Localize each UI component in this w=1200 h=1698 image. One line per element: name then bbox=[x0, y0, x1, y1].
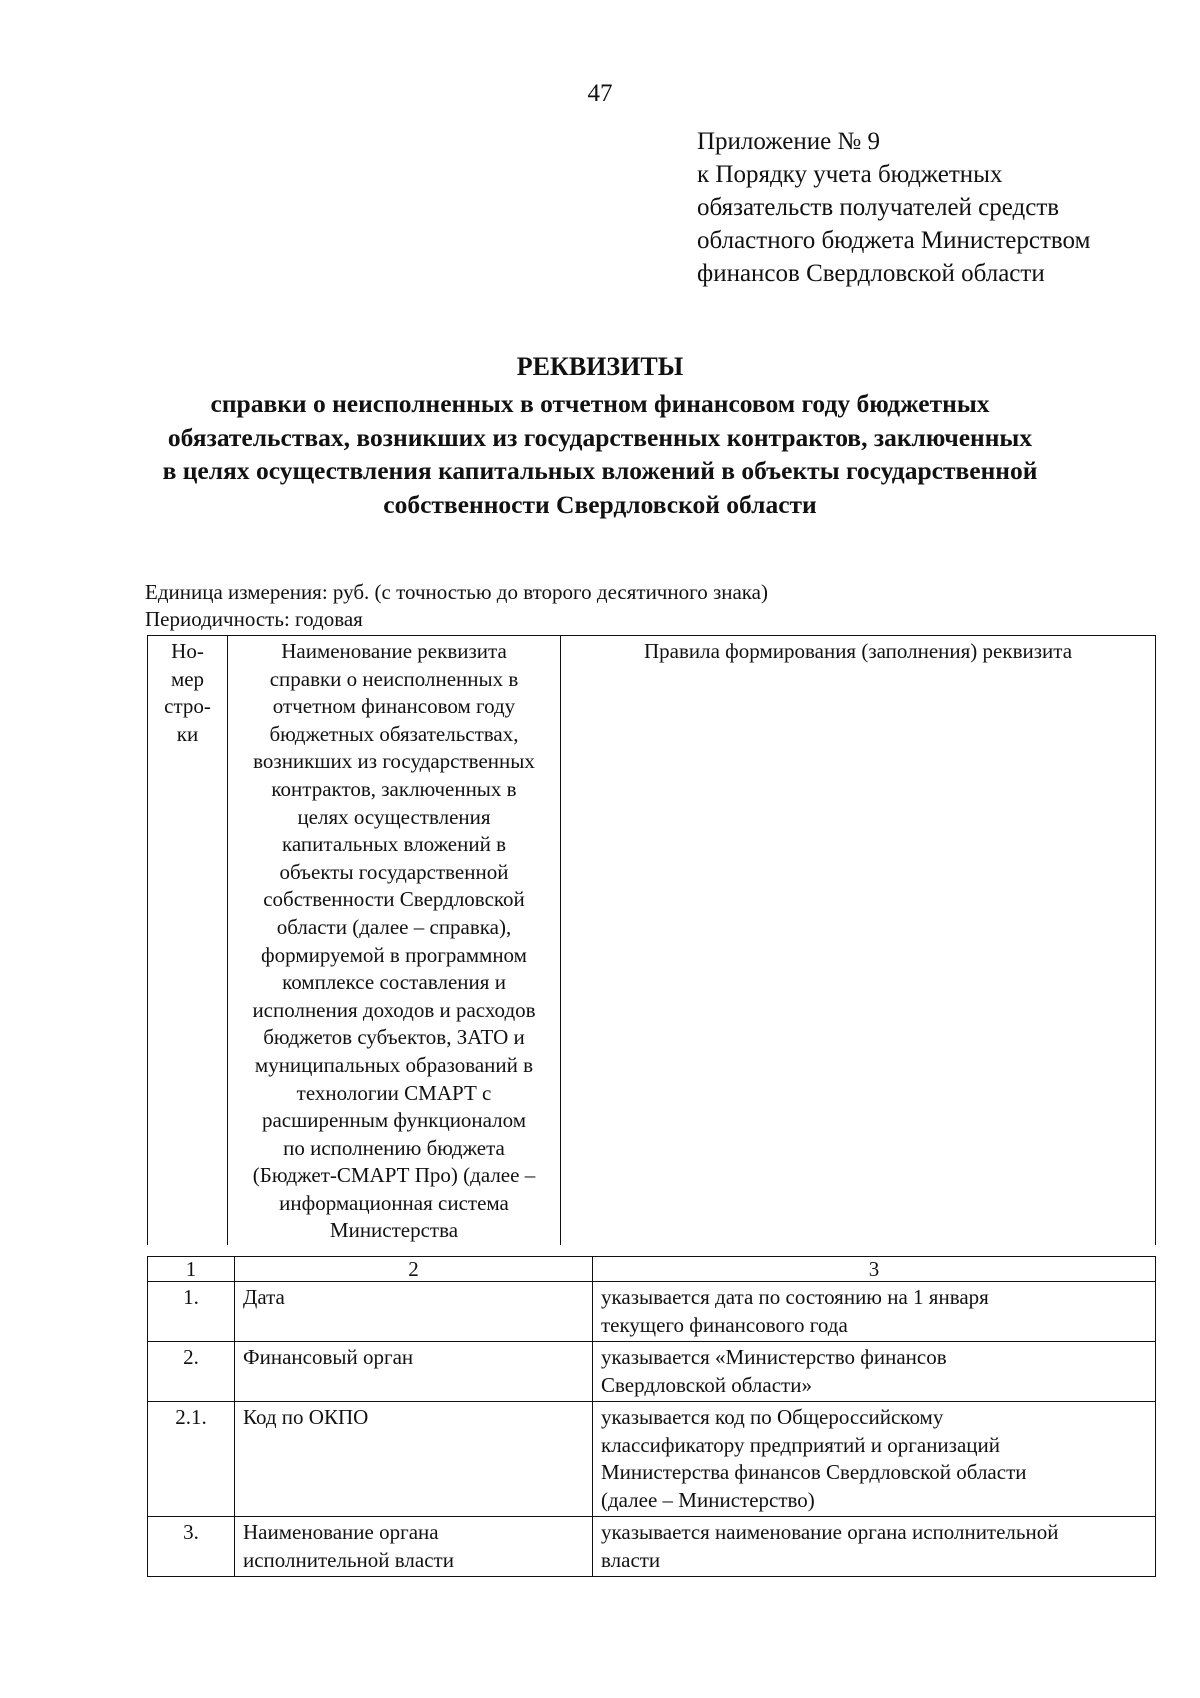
header-row-number: Но- мер стро- ки bbox=[148, 636, 228, 1246]
column-number-row bbox=[148, 1257, 1156, 1282]
table-row bbox=[148, 1342, 1156, 1402]
requisites-table-body bbox=[147, 1256, 1156, 1577]
requisite-name: Финансовый орган bbox=[235, 1342, 593, 1402]
table-header-row bbox=[148, 636, 1156, 1246]
row-number: 2. bbox=[148, 1342, 235, 1402]
subtitle-line: обязательствах, возникших из государственных контрактов, заключенных bbox=[167, 422, 1033, 452]
document-subtitle bbox=[60, 387, 1140, 521]
subtitle-line: в целях осуществления капитальных вложений в объекты государственной bbox=[162, 456, 1038, 485]
header-fill-rules: Правила формирования (заполнения) реквизита bbox=[561, 636, 1156, 1246]
table-row bbox=[148, 1402, 1156, 1517]
requisite-name: Код по ОКПО bbox=[235, 1402, 593, 1517]
page-number: 47 bbox=[587, 80, 613, 107]
appendix-line: обязательств получателей средств bbox=[697, 194, 1060, 221]
column-number: 2 bbox=[235, 1257, 593, 1282]
header-requisite-name: Наименование реквизита справки о неисполненных в отчетном финансовом году бюджетных обязательствах, возникших из государственных контрактов, заключенных в целях осуществления капитальных вложений в объекты государственной собственности Свердловской области (далее – справка), формируемой в программном комплексе составления и исполнения доходов и расходов бюджетов субъектов, ЗАТО и муниципальных образований в технологии СМАРТ с расширенным функционалом по исполнению бюджета (Бюджет-СМАРТ Про) (далее – информационная система Министерства bbox=[228, 636, 561, 1246]
fill-rule: указывается код по Общероссийскому классификатору предприятий и организаций Министерства финансов Свердловской области (далее – Министерство) bbox=[593, 1402, 1156, 1517]
requisite-name: Дата bbox=[235, 1282, 593, 1342]
subtitle-line: собственности Свердловской области bbox=[383, 489, 817, 519]
appendix-line: Приложение № 9 bbox=[697, 128, 881, 155]
appendix-line: финансов Свердловской области bbox=[697, 260, 1045, 287]
appendix-reference bbox=[697, 125, 1177, 290]
requisite-name: Наименование органа исполнительной власти bbox=[235, 1517, 593, 1577]
row-number: 2.1. bbox=[148, 1402, 235, 1517]
row-number: 1. bbox=[148, 1282, 235, 1342]
table-row bbox=[148, 1282, 1156, 1342]
document-title: РЕКВИЗИТЫ bbox=[516, 352, 684, 381]
requisites-table-header bbox=[147, 635, 1156, 1245]
appendix-line: к Порядку учета бюджетных bbox=[697, 161, 1003, 188]
fill-rule: указывается дата по состоянию на 1 января текущего финансового года bbox=[593, 1282, 1156, 1342]
fill-rule: указывается наименование органа исполнительной власти bbox=[593, 1517, 1156, 1577]
appendix-line: областного бюджета Министерством bbox=[697, 227, 1091, 254]
column-number: 3 bbox=[593, 1257, 1156, 1282]
table-row bbox=[148, 1517, 1156, 1577]
unit-of-measure: Единица измерения: руб. (с точностью до второго десятичного знака) bbox=[145, 580, 768, 604]
subtitle-line: справки о неисполненных в отчетном финансовом году бюджетных bbox=[210, 389, 990, 418]
fill-rule: указывается «Министерство финансов Свердловской области» bbox=[593, 1342, 1156, 1402]
column-number: 1 bbox=[148, 1257, 235, 1282]
periodicity: Периодичность: годовая bbox=[145, 607, 363, 631]
row-number: 3. bbox=[148, 1517, 235, 1577]
